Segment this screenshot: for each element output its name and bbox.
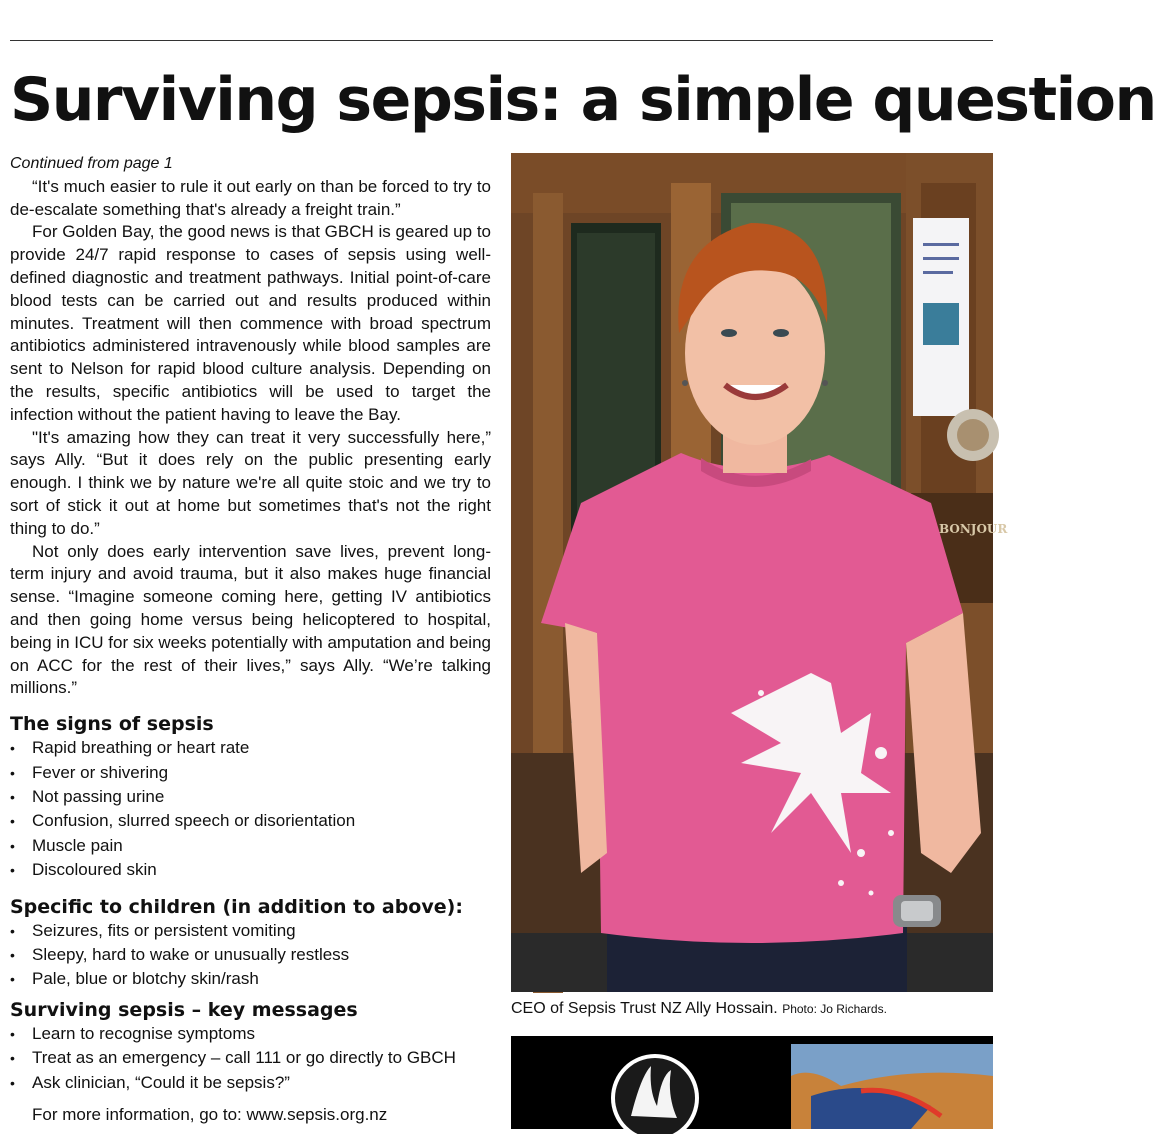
list-item: • Fever or shivering [10,761,491,785]
paragraph: For Golden Bay, the good news is that GBCH is geared up to provide 24/7 rapid response to cases of sepsis using well-defined diagnostic and treatment pathways. Initial point-of-care blood tests can be carried out and results produced within minutes. Treatment will then commence with broad spectrum antibiotics administered intravenously while blood samples are sent to Nelson for rapid blood culture analysis. Depending on the results, specific antibiotics will be used to target the infection without the patient having to leave the Bay. [10,222,491,424]
top-rule [10,40,993,41]
list-item: • Muscle pain [10,834,491,858]
bottom-ad-graphics [511,1036,993,1129]
photo-caption [511,1000,887,1018]
list-item: • Confusion, slurred speech or disorientation [10,809,491,833]
children-list [10,919,491,992]
list-item: • Not passing urine [10,785,491,809]
more-info-link[interactable]: For more information, go to: www.sepsis.org.nz [32,1105,388,1124]
list-item: • Sleepy, hard to wake or unusually restless [10,943,491,967]
signs-list [10,736,491,882]
article-title: Surviving sepsis: a simple question [10,65,1156,135]
list-item: • Rapid breathing or heart rate [10,736,491,760]
list-item: • Ask clinician, “Could it be sepsis?” [10,1071,491,1095]
paragraph: Not only does early intervention save lives, prevent long-term injury and avoid trauma, but it also makes huge financial sense. “Imagine someone coming here, getting IV antibiotics and then going home versus being helicoptered to hospital, being in ICU for six weeks potentially with amputation and being on ACC for the rest of their lives,” says Ally. “We’re talking millions.” [10,541,491,698]
children-heading: Specific to children (in addition to above): [10,895,463,918]
bottom-ad-panel [511,1036,993,1129]
key-messages-heading: Surviving sepsis – key messages [10,998,358,1021]
sign-text: BONJOUR [939,522,1008,536]
caption-text: CEO of Sepsis Trust NZ Ally Hossain. [511,1000,778,1017]
list-item: • Pale, blue or blotchy skin/rash [10,967,491,991]
paragraph: “It's much easier to rule it out early on than be forced to try to de-escalate something that's already a freight train.” [10,176,491,219]
key-messages-list [10,1022,491,1095]
portrait-illustration [511,153,1008,992]
signs-heading: The signs of sepsis [10,713,214,736]
paragraph: "It's amazing how they can treat it very successfully here,” says Ally. “But it does rely on the public presenting early enough. I think we by nature we're all quite stoic and we try to sort of stick it out at home but sometimes that's not the right thing to do.” [10,427,491,538]
portrait-photo [511,153,1008,992]
article-body [10,153,491,1127]
list-item: • Seizures, fits or persistent vomiting [10,919,491,943]
list-item: • Learn to recognise symptoms [10,1022,491,1046]
photo-credit: Photo: Jo Richards. [782,1002,887,1016]
list-item: • Treat as an emergency – call 111 or go directly to GBCH [10,1046,491,1070]
continued-note: Continued from page 1 [10,155,173,172]
list-item: • Discoloured skin [10,858,491,882]
